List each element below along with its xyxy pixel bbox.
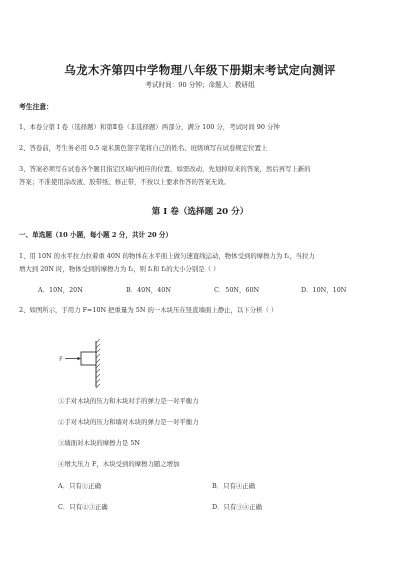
statement-1: ①手对木块的压力和木块对手的弹力是一对平衡力 <box>58 397 199 405</box>
exam-subtitle: 考试时间：90 分钟；命题人：教研组 <box>145 81 255 89</box>
option-d[interactable]: D．只有③④正确 <box>212 503 262 511</box>
option-b[interactable]: B．40N，40N <box>126 286 171 294</box>
notice-heading: 考生注意： <box>19 103 53 111</box>
option-a[interactable]: A．只有①正确 <box>58 482 101 490</box>
part-heading: 一、单选题（10 小题，每小题 2 分，共计 20 分） <box>19 231 173 239</box>
statement-3: ③墙面对木块的摩擦力是 5N <box>58 439 140 447</box>
statement-4: ④增大压力 F，木块受到的摩擦力随之增加 <box>58 460 180 468</box>
option-c[interactable]: C．只有②③正确 <box>58 503 108 511</box>
question-1-line: 增大到 20N 时，物体受到的摩擦力为 f₂，则 f₁和 f₂的大小分别是（ ） <box>19 265 220 273</box>
force-label: F <box>59 356 63 363</box>
exam-title: 乌龙木齐第四中学物理八年级下册期末考试定向测评 <box>64 63 336 77</box>
notice-item: 答案；不准使用涂改液、胶带纸、修正带，不按以上要求作答的答案无效。 <box>19 178 230 186</box>
section-title: 第 I 卷（选择题 20 分） <box>151 207 249 217</box>
option-c[interactable]: C．50N，60N <box>214 286 260 294</box>
option-d[interactable]: D．10N，10N <box>301 286 347 294</box>
notice-item: 1、本卷分第 I 卷（选择题）和第Ⅱ卷（非选择题）两部分，满分 100 分，考试时间 90 分钟 <box>19 123 280 131</box>
wall-block-figure <box>58 339 118 389</box>
option-b[interactable]: B．只有④正确 <box>212 482 256 490</box>
question-2-line: 2、如图所示，手用力 F=10N 把重量为 5N 的一木块压在竖直墙面上静止，以下分析（ ） <box>19 306 278 314</box>
notice-item: 2、答卷前，考生务必用 0.5 毫米黑色签字笔将自己的姓名、班级填写在试卷规定位置上 <box>19 144 268 152</box>
notice-item: 3、答案必须写在试卷各个题目指定区域内相应的位置，如需改动，先划掉原来的答案，然后再写上新的 <box>19 165 311 173</box>
statement-2: ②手对木块的压力和墙对木块的弹力是一对平衡力 <box>58 418 199 426</box>
option-a[interactable]: A．10N，20N <box>38 286 83 294</box>
question-1-line: 1、用 10N 的水平拉力拉着重 40N 的物体在水平面上做匀速直线运动，物体受到的摩擦力为 f₁，当拉力 <box>19 252 315 260</box>
